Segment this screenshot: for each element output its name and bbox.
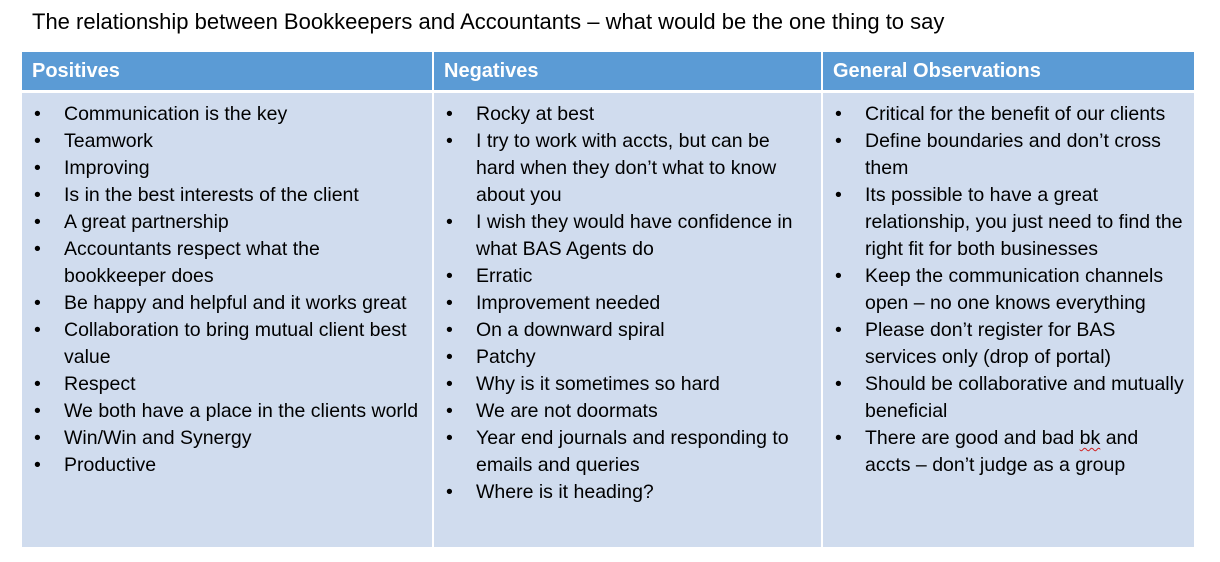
list-item: • Year end journals and responding to emails and queries: [444, 425, 811, 479]
list-item: • Why is it sometimes so hard: [444, 371, 811, 398]
observations-table-container: [22, 52, 1194, 547]
list-item: • Keep the communication channels open – no one knows everything: [833, 263, 1184, 317]
list-item: • Should be collaborative and mutually beneficial: [833, 371, 1184, 425]
list-item: • We are not doormats: [444, 398, 811, 425]
list-item: • Is in the best interests of the client: [32, 182, 422, 209]
item-text-after: and accts – don’t judge as a group: [865, 427, 1139, 476]
list-item: • Patchy: [444, 344, 811, 371]
list-item: • Critical for the benefit of our clients: [833, 101, 1184, 128]
page-title: The relationship between Bookkeepers and Accountants – what would be the one thing to say: [32, 9, 945, 34]
list-item: • Improvement needed: [444, 290, 811, 317]
list-item: • Respect: [32, 371, 422, 398]
list-item: • Please don’t register for BAS services only (drop of portal): [833, 317, 1184, 371]
negatives-cell: [433, 92, 822, 548]
column-header-general-observations: General Observations: [822, 52, 1194, 92]
negatives-list: [444, 101, 811, 506]
list-item: • Define boundaries and don’t cross them: [833, 128, 1184, 182]
list-item: • Collaboration to bring mutual client best value: [32, 317, 422, 371]
list-item: • Be happy and helpful and it works great: [32, 290, 422, 317]
list-item: • Where is it heading?: [444, 479, 811, 506]
list-item: • Communication is the key: [32, 101, 422, 128]
list-item: • Improving: [32, 155, 422, 182]
observations-table: [22, 52, 1194, 547]
column-header-positives: Positives: [22, 52, 433, 92]
positives-list: [32, 101, 422, 479]
list-item: • We both have a place in the clients world: [32, 398, 422, 425]
list-item: • A great partnership: [32, 209, 422, 236]
list-item: • Erratic: [444, 263, 811, 290]
general-observations-cell: [822, 92, 1194, 548]
spellcheck-flagged-word[interactable]: bk: [1079, 427, 1101, 449]
item-text-before: There are good and bad: [865, 427, 1080, 449]
table-body-row: [22, 92, 1194, 548]
general-observations-list: [833, 101, 1184, 479]
list-item: • Accountants respect what the bookkeeper does: [32, 236, 422, 290]
list-item: • On a downward spiral: [444, 317, 811, 344]
list-item: • Productive: [32, 452, 422, 479]
list-item: • Teamwork: [32, 128, 422, 155]
list-item: • Win/Win and Synergy: [32, 425, 422, 452]
list-item: • I try to work with accts, but can be hard when they don’t what to know about you: [444, 128, 811, 209]
list-item: • Its possible to have a great relationship, you just need to find the right fit for both businesses: [833, 182, 1184, 263]
list-item: • I wish they would have confidence in what BAS Agents do: [444, 209, 811, 263]
list-item: [833, 425, 1184, 479]
list-item: • Rocky at best: [444, 101, 811, 128]
table-header-row: [22, 52, 1194, 92]
positives-cell: [22, 92, 433, 548]
column-header-negatives: Negatives: [433, 52, 822, 92]
